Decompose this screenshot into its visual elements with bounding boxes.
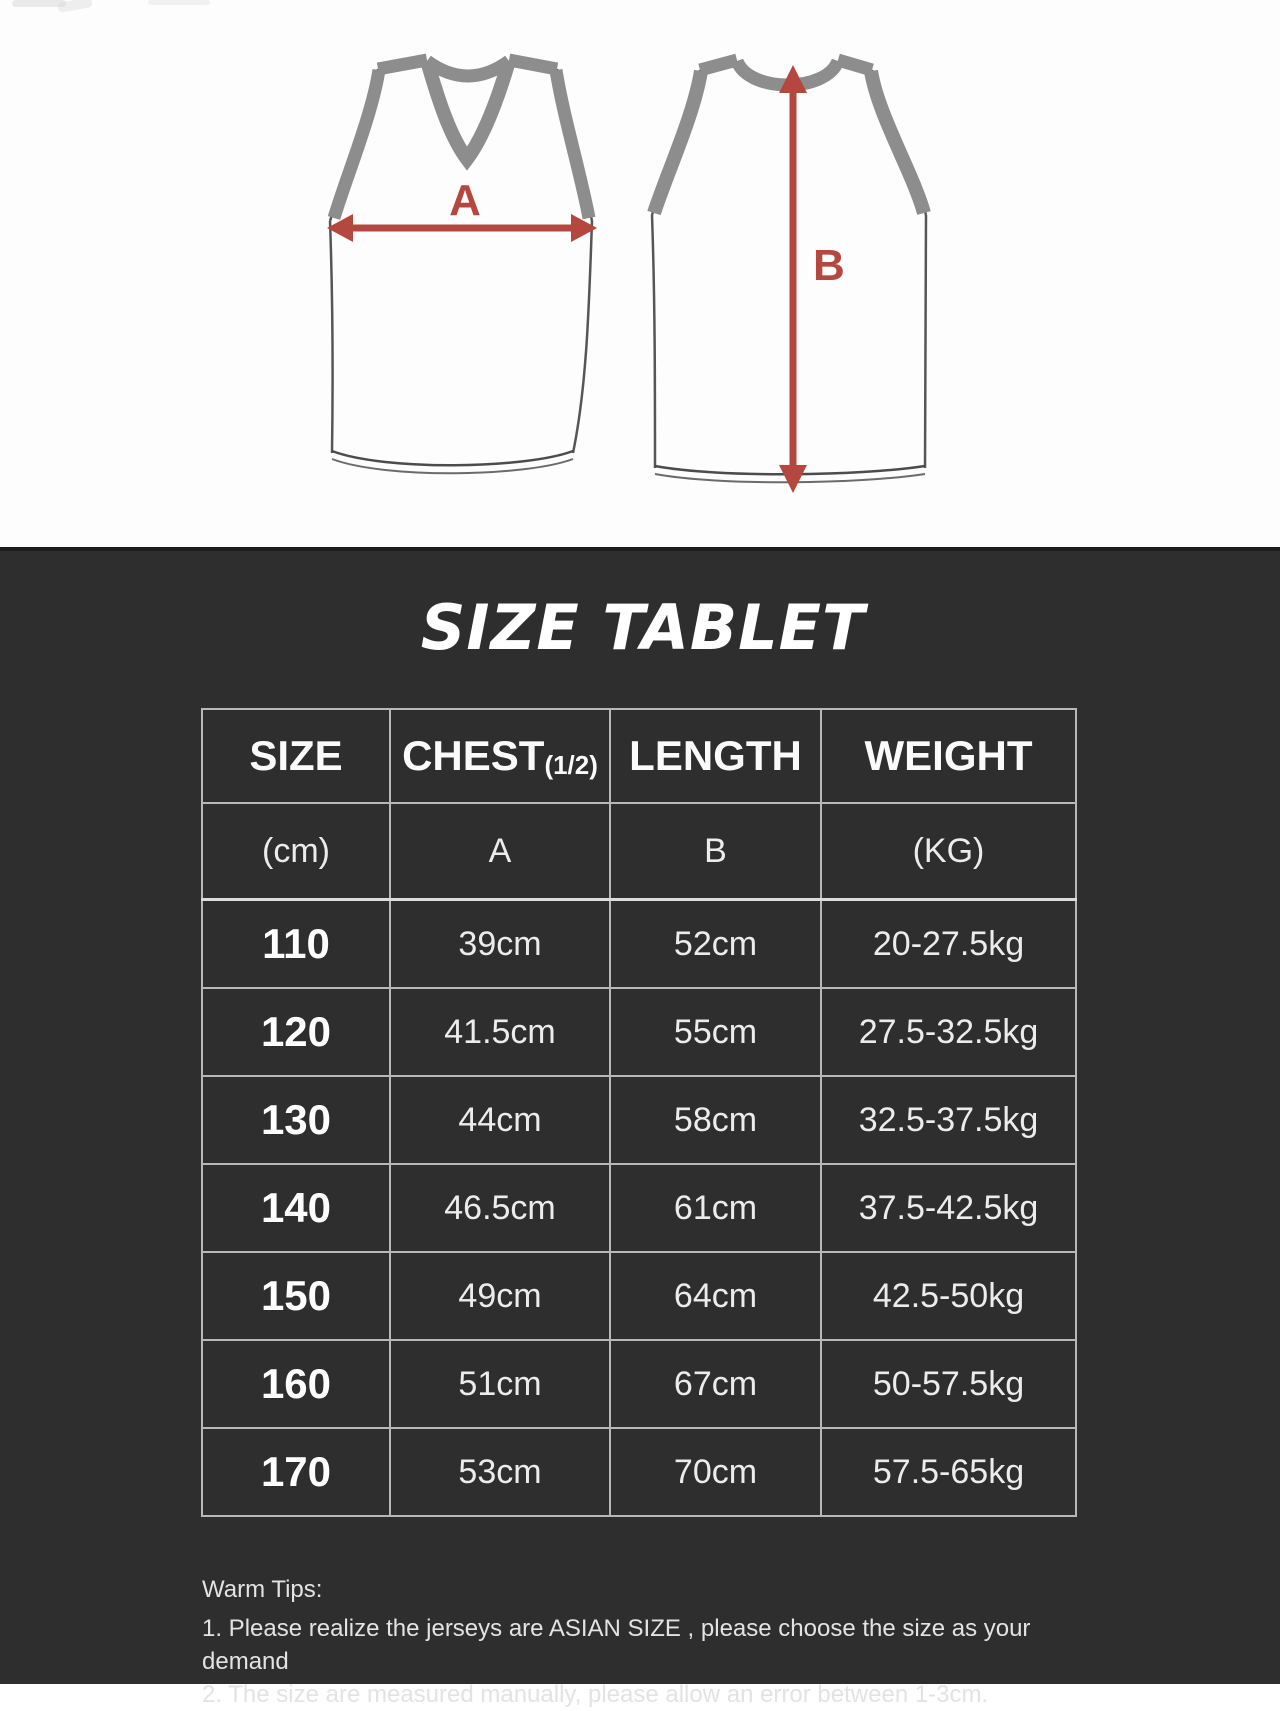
header-chest <box>390 709 610 803</box>
tip-line-2: 2. The size are measured manually, please allow an error between 1-3cm. <box>202 1681 989 1708</box>
length-measure-label: B <box>813 241 845 290</box>
header-weight-label: WEIGHT <box>864 732 1033 779</box>
cell-length: 52cm <box>610 900 821 989</box>
table-row <box>202 900 1076 989</box>
tips-title: Warm Tips: <box>202 1576 323 1603</box>
cell-size: 110 <box>202 900 390 989</box>
unit-chest: A <box>390 803 610 900</box>
header-weight <box>821 709 1076 803</box>
cell-weight: 42.5-50kg <box>821 1252 1076 1340</box>
table-row <box>202 1252 1076 1340</box>
cell-length: 64cm <box>610 1252 821 1340</box>
cell-size: 140 <box>202 1164 390 1252</box>
cell-chest: 49cm <box>390 1252 610 1340</box>
cell-length: 55cm <box>610 988 821 1076</box>
section-title: SIZE TABLET <box>420 591 866 664</box>
chest-measure-label: A <box>449 176 481 225</box>
cell-weight: 20-27.5kg <box>821 900 1076 989</box>
cell-weight: 57.5-65kg <box>821 1428 1076 1516</box>
size-table <box>201 708 1077 1517</box>
cell-chest: 46.5cm <box>390 1164 610 1252</box>
header-chest-note: (1/2) <box>544 750 598 780</box>
cell-length: 67cm <box>610 1340 821 1428</box>
cell-length: 58cm <box>610 1076 821 1164</box>
cell-weight: 27.5-32.5kg <box>821 988 1076 1076</box>
cell-chest: 51cm <box>390 1340 610 1428</box>
cell-size: 120 <box>202 988 390 1076</box>
jersey-back-diagram <box>645 55 930 500</box>
header-length-label: LENGTH <box>629 732 802 779</box>
cell-size: 150 <box>202 1252 390 1340</box>
cell-weight: 37.5-42.5kg <box>821 1164 1076 1252</box>
unit-weight: (KG) <box>821 803 1076 900</box>
table-row <box>202 988 1076 1076</box>
header-size <box>202 709 390 803</box>
hem-stitch-line <box>332 451 573 465</box>
cell-size: 130 <box>202 1076 390 1164</box>
cell-chest: 41.5cm <box>390 988 610 1076</box>
size-table-section <box>0 547 1280 1708</box>
artifact-mark <box>148 0 210 5</box>
warm-tips <box>202 1573 1102 1711</box>
header-chest-label: CHEST <box>402 732 545 779</box>
length-arrow <box>779 65 807 493</box>
unit-size: (cm) <box>202 803 390 900</box>
artifact-mark <box>57 0 92 13</box>
jersey-front-diagram <box>325 55 600 495</box>
table-row <box>202 1076 1076 1164</box>
cell-weight: 50-57.5kg <box>821 1340 1076 1428</box>
cell-size: 160 <box>202 1340 390 1428</box>
cell-length: 61cm <box>610 1164 821 1252</box>
table-header-row <box>202 709 1076 803</box>
cell-length: 70cm <box>610 1428 821 1516</box>
cell-chest: 39cm <box>390 900 610 989</box>
cell-chest: 53cm <box>390 1428 610 1516</box>
table-row <box>202 1164 1076 1252</box>
header-size-label: SIZE <box>249 732 343 779</box>
tip-line-1: 1. Please realize the jerseys are ASIAN SIZE , please choose the size as your demand <box>202 1615 1031 1675</box>
header-length <box>610 709 821 803</box>
cell-size: 170 <box>202 1428 390 1516</box>
cell-chest: 44cm <box>390 1076 610 1164</box>
table-row <box>202 1428 1076 1516</box>
cell-weight: 32.5-37.5kg <box>821 1076 1076 1164</box>
measurement-diagram-section <box>0 0 1280 547</box>
unit-length: B <box>610 803 821 900</box>
table-row <box>202 1340 1076 1428</box>
table-unit-row <box>202 803 1076 900</box>
